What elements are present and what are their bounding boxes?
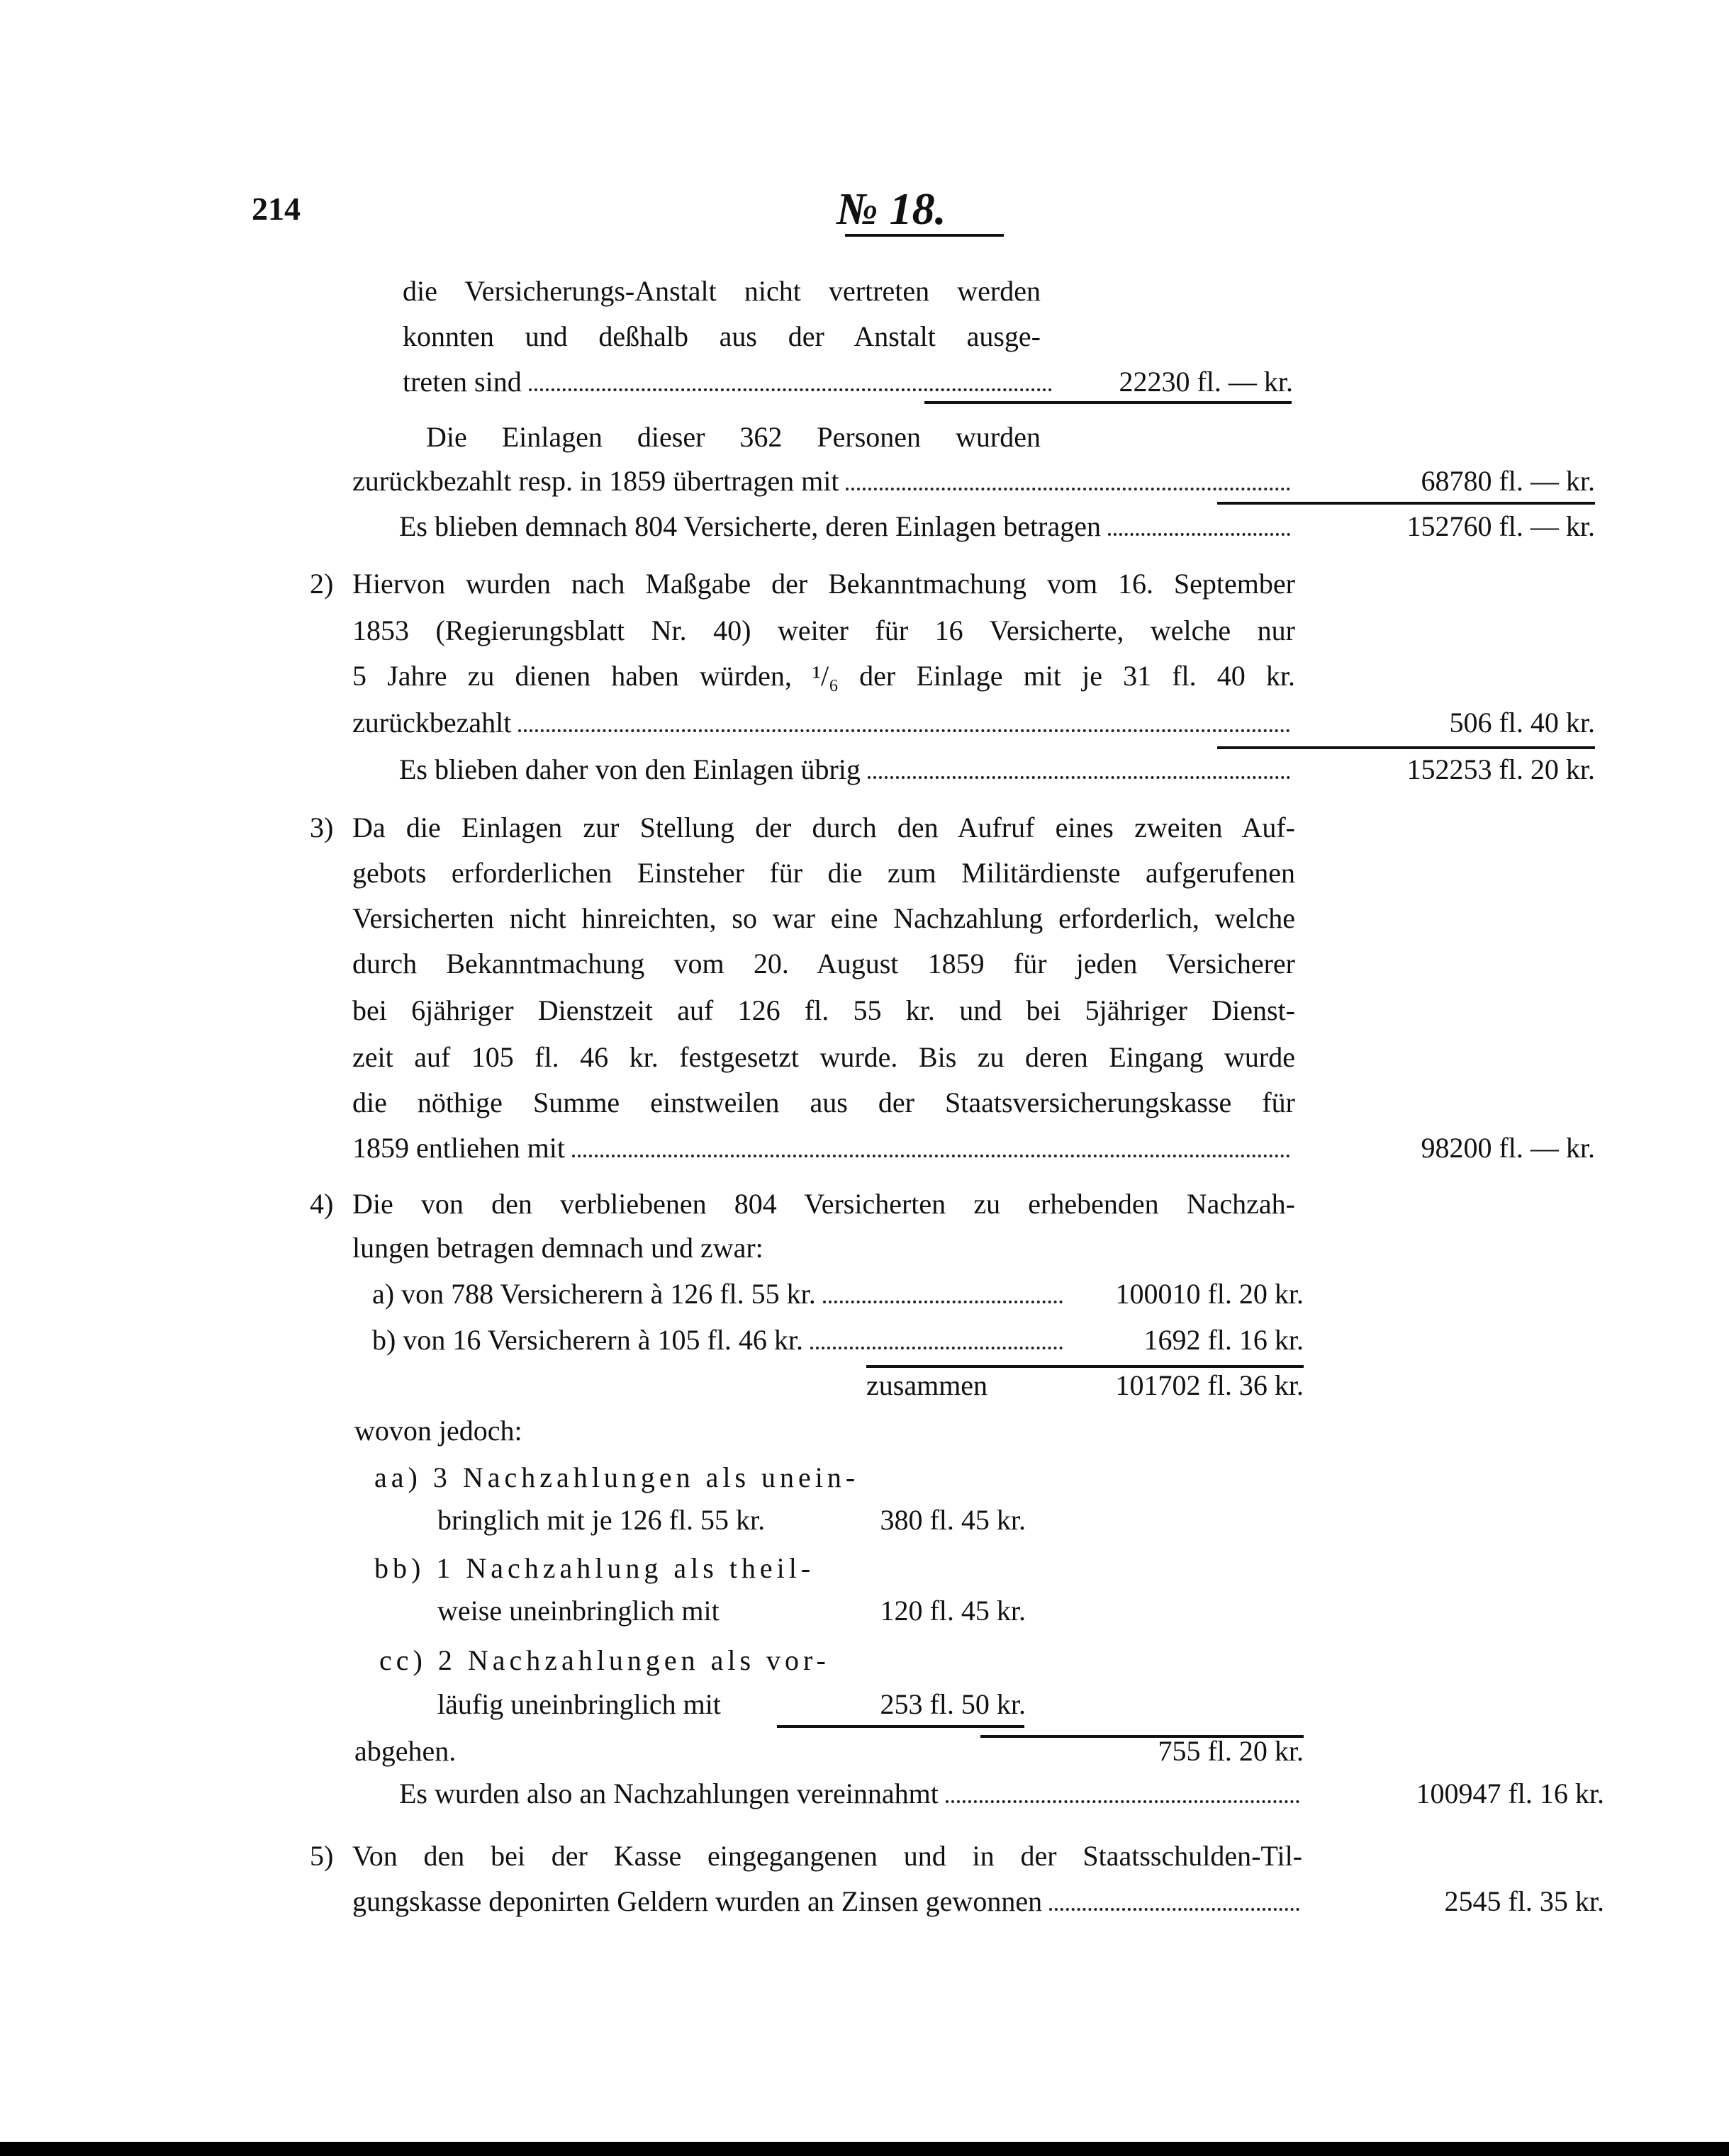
- text-line: Die von den verbliebenen 804 Versicherten zu erhebenden Nachzah-: [352, 1188, 1295, 1220]
- line-text: zusammen: [866, 1369, 988, 1401]
- amount: 2545 fl. 35 kr.: [1444, 1885, 1604, 1917]
- sum-rule: [1217, 502, 1595, 505]
- text-line: [372, 1320, 1304, 1360]
- text-line: [352, 461, 1595, 501]
- line-text: Es wurden also an Nachzahlungen vereinnahmt: [399, 1778, 939, 1809]
- text-line: [352, 1128, 1595, 1168]
- line-text: zurückbezahlt: [352, 707, 512, 739]
- amount: 120 fl. 45 kr.: [880, 1595, 1026, 1627]
- amount: 253 fl. 50 kr.: [880, 1688, 1026, 1720]
- dot-leader: [946, 1800, 1299, 1803]
- line-text: 1859 entliehen mit: [352, 1132, 565, 1164]
- page-number: 214: [252, 191, 301, 227]
- sum-rule: [777, 1725, 1024, 1728]
- item-number: 3): [310, 812, 334, 843]
- text-line: wovon jedoch:: [354, 1415, 522, 1447]
- text-line: [399, 750, 1595, 790]
- text-line: 1853 (Regierungsblatt Nr. 40) weiter für 16 Versicherte, welche nur: [352, 614, 1295, 646]
- amount: 22230 fl. — kr.: [1119, 366, 1293, 398]
- amount: 101702 fl. 36 kr.: [1115, 1369, 1304, 1401]
- text-line: [352, 1882, 1604, 1921]
- text-line: [372, 1274, 1304, 1314]
- line-text: a) von 788 Versicherern à 126 fl. 55 kr.: [372, 1278, 816, 1310]
- text-line: gebots erforderlichen Einsteher für die zum Militärdienste aufgerufenen: [352, 857, 1295, 889]
- dot-leader: [823, 1301, 1063, 1303]
- text-line: [437, 1500, 1026, 1540]
- amount: 100010 fl. 20 kr.: [1115, 1278, 1304, 1310]
- text-line: die Versicherungs-Anstalt nicht vertreten werden: [403, 275, 1041, 307]
- dot-leader: [529, 388, 1052, 391]
- text-line: aa) 3 Nachzahlungen als unein-: [374, 1461, 860, 1493]
- sum-rule: [924, 401, 1292, 404]
- text-line: bb) 1 Nachzahlung als theil-: [374, 1552, 815, 1584]
- line-text: treten sind: [403, 366, 522, 398]
- dot-leader: [868, 776, 1290, 779]
- text-line: Die Einlagen dieser 362 Personen wurden: [426, 421, 1041, 453]
- text-line: [437, 1685, 1026, 1724]
- dot-leader: [1049, 1908, 1299, 1911]
- sum-rule: [1217, 746, 1595, 749]
- line-text: bringlich mit je 126 fl. 55 kr.: [437, 1504, 766, 1536]
- item-number: 2): [310, 568, 334, 600]
- text-line: [866, 1366, 1304, 1405]
- text-line: durch Bekanntmachung vom 20. August 1859 für jeden Versicherer: [352, 948, 1295, 979]
- amount: 755 fl. 20 kr.: [1158, 1735, 1304, 1767]
- text-line: die nöthige Summe einstweilen aus der Staatsversicherungskasse für: [352, 1087, 1295, 1118]
- line-text: zurückbezahlt resp. in 1859 übertragen mit: [352, 465, 839, 497]
- line-text: weise uneinbringlich mit: [437, 1595, 720, 1627]
- text-line: Versicherten nicht hinreichten, so war eine Nachzahlung erforderlich, welche: [352, 902, 1295, 934]
- amount: 68780 fl. — kr.: [1421, 465, 1595, 497]
- text-line: bei 6jähriger Dienstzeit auf 126 fl. 55 kr. und bei 5jähriger Dienst-: [352, 994, 1295, 1026]
- dot-leader: [572, 1155, 1290, 1157]
- amount: 380 fl. 45 kr.: [880, 1504, 1026, 1536]
- title-underline: [845, 234, 1004, 237]
- text-line: Hiervon wurden nach Maßgabe der Bekanntmachung vom 16. September: [352, 568, 1295, 600]
- amount: 152760 fl. — kr.: [1406, 510, 1595, 542]
- issue-number: № 18.: [836, 184, 946, 234]
- text-line: [399, 507, 1595, 546]
- text-line: Da die Einlagen zur Stellung der durch den Aufruf eines zweiten Auf-: [352, 812, 1295, 843]
- text-line: [437, 1591, 1026, 1631]
- text-line: zeit auf 105 fl. 46 kr. festgesetzt wurde. Bis zu deren Eingang wurde: [352, 1041, 1295, 1073]
- text-line: [354, 1731, 1304, 1771]
- amount: 1692 fl. 16 kr.: [1143, 1324, 1304, 1356]
- amount: 506 fl. 40 kr.: [1449, 707, 1595, 739]
- text-line: [352, 703, 1595, 743]
- line-text: Es blieben daher von den Einlagen übrig: [399, 753, 861, 785]
- text-line: 5 Jahre zu dienen haben würden, ¹/₆ der Einlage mit je 31 fl. 40 kr.: [352, 660, 1295, 692]
- text-line: [403, 362, 1293, 402]
- dot-leader: [846, 488, 1290, 490]
- dot-leader: [1108, 533, 1290, 536]
- text-line: lungen betragen demnach und zwar:: [352, 1232, 763, 1264]
- line-text: abgehen.: [354, 1735, 457, 1767]
- line-text: gungskasse deponirten Geldern wurden an Zinsen gewonnen: [352, 1885, 1043, 1917]
- line-text: läufig uneinbringlich mit: [437, 1688, 721, 1720]
- item-number: 5): [310, 1840, 334, 1872]
- line-text: Es blieben demnach 804 Versicherte, deren Einlagen betragen: [399, 510, 1101, 542]
- item-number: 4): [310, 1188, 334, 1220]
- text-line: konnten und deßhalb aus der Anstalt ausge-: [403, 320, 1041, 352]
- amount: 98200 fl. — kr.: [1421, 1132, 1595, 1164]
- scan-border: [0, 2142, 1729, 2156]
- amount: 100947 fl. 16 kr.: [1416, 1778, 1604, 1809]
- dot-leader: [810, 1347, 1063, 1349]
- text-line: [399, 1774, 1604, 1814]
- line-text: b) von 16 Versicherern à 105 fl. 46 kr.: [372, 1324, 804, 1356]
- dot-leader: [518, 729, 1290, 732]
- text-line: Von den bei der Kasse eingegangenen und in der Staatsschulden-Til-: [352, 1840, 1302, 1872]
- amount: 152253 fl. 20 kr.: [1406, 753, 1595, 785]
- text-line: cc) 2 Nachzahlungen als vor-: [379, 1644, 830, 1676]
